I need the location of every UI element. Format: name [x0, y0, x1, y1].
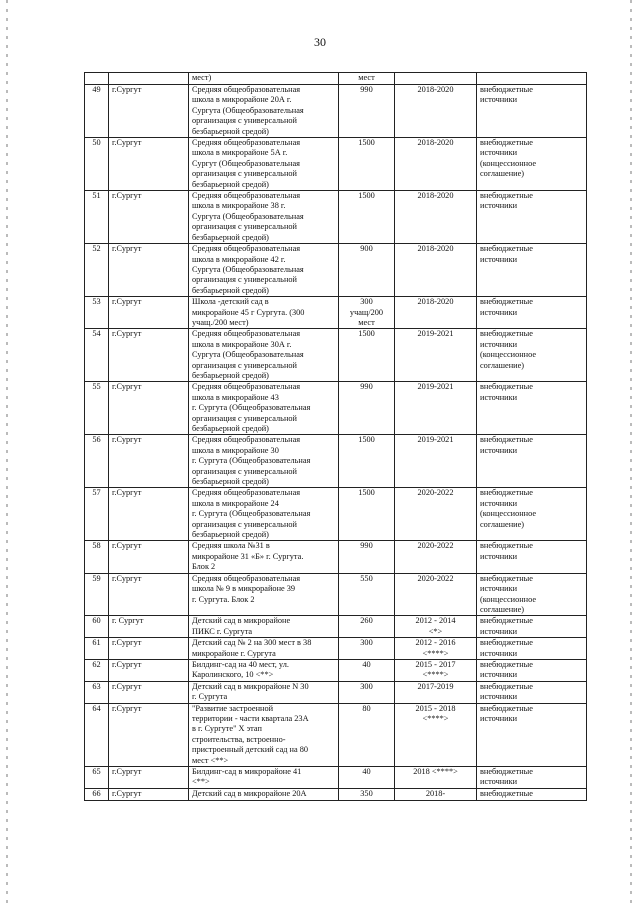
row-period	[395, 191, 477, 244]
cell-line: Средняя общеобразовательная	[192, 573, 301, 583]
cell-line: <**>	[192, 777, 210, 787]
cell-line: внебюджетные	[480, 703, 533, 713]
cell-line: 900	[360, 244, 373, 254]
row-object	[189, 297, 339, 329]
scan-edge-right	[630, 0, 632, 905]
cell-line: внебюджетные	[480, 767, 533, 776]
row-funding-source	[477, 382, 587, 435]
row-funding-source	[477, 435, 587, 488]
cell-line: организация с универсальной	[192, 116, 297, 126]
cell-line: безбарьерной средой)	[192, 179, 269, 189]
row-city: г.Сургут	[109, 659, 189, 681]
row-city: г. Сургут	[109, 616, 189, 638]
cell-line: источники	[480, 307, 518, 317]
cell-line: <****>	[422, 648, 449, 658]
cell-line: 2018-2020	[417, 191, 454, 201]
row-period	[395, 435, 477, 488]
cell-line: учащ/200	[349, 307, 384, 317]
cell-line: безбарьерной средой)	[192, 285, 269, 295]
cell-line: мест)	[192, 73, 212, 82]
cell-line: источники	[480, 626, 518, 636]
cell-line: школа в микрорайоне 5А г.	[192, 148, 288, 158]
row-funding-source	[477, 329, 587, 382]
table-row	[85, 767, 587, 789]
cell-line: г. Сургута (Общеобразовательная	[192, 456, 311, 466]
row-city: г.Сургут	[109, 138, 189, 191]
scan-edge-left	[6, 0, 8, 905]
row-city: г.Сургут	[109, 488, 189, 541]
cell-line: внебюджетные	[480, 85, 533, 94]
cell-line: организация с универсальной	[192, 275, 297, 285]
row-city: г.Сургут	[109, 435, 189, 488]
cell-line: мест <**>	[192, 755, 229, 765]
table-row	[85, 703, 587, 766]
cell-line: г. Сургута (Общеобразовательная	[192, 509, 311, 519]
cell-line	[398, 73, 473, 83]
cell-line: (концессионное	[480, 509, 537, 519]
row-period	[395, 85, 477, 138]
cell-line: Средняя общеобразовательная	[192, 488, 301, 498]
cell-line: 1500	[358, 329, 375, 339]
cell-line: соглашение)	[480, 169, 525, 179]
cell-line: в г. Сургуте" Х этап	[192, 724, 262, 734]
row-number: 57	[85, 488, 109, 541]
cell-line: 300	[360, 297, 373, 307]
row-funding-source	[477, 681, 587, 703]
cell-line: 2018-2020	[417, 85, 454, 94]
row-number: 49	[85, 85, 109, 138]
row-capacity	[339, 541, 395, 573]
cell-line: 2020-2022	[417, 488, 454, 498]
row-funding-source	[477, 138, 587, 191]
row-funding-source	[477, 244, 587, 297]
row-period	[395, 638, 477, 660]
table-row	[85, 488, 587, 541]
table-row	[85, 382, 587, 435]
row-object	[189, 244, 339, 297]
cell-line: 350	[360, 788, 373, 798]
cell-line: пристроенный детский сад на 80	[192, 745, 309, 755]
table-row	[85, 435, 587, 488]
row-capacity	[339, 659, 395, 681]
row-capacity	[339, 788, 395, 800]
row-number: 58	[85, 541, 109, 573]
row-period	[395, 573, 477, 616]
row-city: г.Сургут	[109, 85, 189, 138]
cell-line: 2012 - 2014	[415, 616, 456, 626]
cell-line: внебюджетные	[480, 541, 533, 551]
cell-line: организация с универсальной	[192, 360, 297, 370]
cell-line: соглашение)	[480, 360, 525, 370]
table-row	[85, 541, 587, 573]
row-number: 56	[85, 435, 109, 488]
row-city	[109, 73, 189, 85]
cell-line: Школа -детский сад в	[192, 297, 269, 307]
cell-line: Сургута (Общеобразовательная	[192, 350, 304, 360]
row-object	[189, 85, 339, 138]
row-number: 62	[85, 659, 109, 681]
row-city: г.Сургут	[109, 681, 189, 703]
cell-line: г. Сургута	[192, 692, 228, 702]
cell-line: 300	[360, 681, 373, 691]
cell-line: 260	[360, 616, 373, 626]
cell-line: территории - части квартала 23А	[192, 713, 309, 723]
cell-line: Билдинг-сад в микрорайоне 41	[192, 767, 302, 776]
row-funding-source	[477, 191, 587, 244]
objects-table	[84, 72, 587, 801]
table-row	[85, 244, 587, 297]
row-city: г.Сургут	[109, 638, 189, 660]
cell-line: Средняя общеобразовательная	[192, 244, 301, 254]
row-number: 63	[85, 681, 109, 703]
cell-line: Средняя общеобразовательная	[192, 329, 301, 339]
cell-line: источники	[480, 648, 518, 658]
row-funding-source	[477, 541, 587, 573]
row-object	[189, 382, 339, 435]
cell-line: организация с универсальной	[192, 222, 297, 232]
cell-line: 990	[360, 382, 373, 392]
cell-line: внебюджетные	[480, 244, 533, 254]
cell-line: источники	[480, 584, 518, 594]
row-number: 60	[85, 616, 109, 638]
row-period	[395, 541, 477, 573]
cell-line: "Развитие застроенной	[192, 703, 274, 713]
cell-line: источники	[480, 498, 518, 508]
cell-line: внебюджетные	[480, 659, 533, 669]
cell-line: источники	[480, 254, 518, 264]
row-number: 55	[85, 382, 109, 435]
row-object	[189, 703, 339, 766]
row-period	[395, 382, 477, 435]
row-period	[395, 138, 477, 191]
row-funding-source	[477, 788, 587, 800]
cell-line: микрорайоне г. Сургута	[192, 648, 276, 658]
cell-line: Блок 2	[192, 562, 216, 572]
row-city: г.Сургут	[109, 788, 189, 800]
row-capacity	[339, 767, 395, 789]
row-number: 65	[85, 767, 109, 789]
cell-line: Билдинг-сад на 40 мест, ул.	[192, 659, 289, 669]
row-number: 51	[85, 191, 109, 244]
row-number	[85, 73, 109, 85]
row-capacity	[339, 85, 395, 138]
cell-line: безбарьерной средой)	[192, 477, 269, 487]
table-row	[85, 73, 587, 85]
cell-line: 2018-2020	[417, 138, 454, 148]
cell-line: организация с универсальной	[192, 169, 297, 179]
row-object	[189, 435, 339, 488]
cell-line: микрорайоне 31 «Б» г. Сургута.	[192, 551, 304, 561]
cell-line: внебюджетные	[480, 329, 533, 339]
table-row	[85, 85, 587, 138]
row-period	[395, 73, 477, 85]
row-period	[395, 659, 477, 681]
row-capacity	[339, 616, 395, 638]
cell-line: (концессионное	[480, 350, 537, 360]
cell-line: г. Сургута. Блок 2	[192, 594, 255, 604]
cell-line: 1500	[358, 191, 375, 201]
cell-line: источники	[480, 713, 518, 723]
cell-line: Средняя общеобразовательная	[192, 191, 301, 201]
row-object	[189, 329, 339, 382]
cell-line: источники	[480, 670, 518, 680]
row-funding-source	[477, 297, 587, 329]
table-row	[85, 329, 587, 382]
cell-line: школа в микрорайоне 38 г.	[192, 201, 286, 211]
cell-line: (концессионное	[480, 158, 537, 168]
cell-line: школа в микрорайоне 30	[192, 445, 279, 455]
objects-table-body	[85, 73, 587, 801]
row-object	[189, 191, 339, 244]
cell-line: организация с универсальной	[192, 413, 297, 423]
cell-line: (концессионное	[480, 594, 537, 604]
cell-line: источники	[480, 148, 518, 158]
cell-line: источники	[480, 95, 518, 105]
row-period	[395, 681, 477, 703]
cell-line: источники	[480, 201, 518, 211]
cell-line: 80	[362, 703, 371, 713]
row-city: г.Сургут	[109, 244, 189, 297]
cell-line: безбарьерной средой)	[192, 530, 269, 540]
cell-line: мест	[358, 73, 375, 82]
cell-line: Средняя общеобразовательная	[192, 138, 301, 148]
row-city: г.Сургут	[109, 573, 189, 616]
cell-line: школа в микрорайоне 43	[192, 392, 279, 402]
row-object	[189, 659, 339, 681]
cell-line: 2018-2020	[417, 297, 454, 307]
row-object	[189, 638, 339, 660]
row-number: 52	[85, 244, 109, 297]
row-object	[189, 616, 339, 638]
row-capacity	[339, 73, 395, 85]
cell-line: 1500	[358, 138, 375, 148]
table-row	[85, 681, 587, 703]
cell-line: источники	[480, 692, 518, 702]
cell-line: безбарьерной средой)	[192, 370, 269, 380]
row-city: г.Сургут	[109, 767, 189, 789]
cell-line	[480, 73, 583, 83]
cell-line: Средняя общеобразовательная	[192, 85, 301, 94]
row-city: г.Сургут	[109, 703, 189, 766]
row-capacity	[339, 488, 395, 541]
row-capacity	[339, 329, 395, 382]
cell-line: источники	[480, 392, 518, 402]
cell-line: 2018 <****>	[413, 767, 458, 776]
row-number: 53	[85, 297, 109, 329]
cell-line: внебюджетные	[480, 638, 533, 648]
row-funding-source	[477, 703, 587, 766]
cell-line: 1500	[358, 435, 375, 445]
row-funding-source	[477, 488, 587, 541]
cell-line: <*>	[428, 626, 443, 636]
cell-line: Средняя общеобразовательная	[192, 382, 301, 392]
cell-line: Средняя школа №31 в	[192, 541, 270, 551]
row-period	[395, 616, 477, 638]
cell-line: 1500	[358, 488, 375, 498]
row-number: 61	[85, 638, 109, 660]
cell-line: мест	[358, 317, 375, 327]
cell-line: Детский сад в микрорайоне N 30	[192, 681, 309, 691]
cell-line: внебюджетные	[480, 681, 533, 691]
cell-line: 990	[360, 541, 373, 551]
cell-line: 40	[362, 659, 371, 669]
row-object	[189, 541, 339, 573]
cell-line: 40	[362, 767, 371, 776]
cell-line: 2015 - 2018	[415, 703, 456, 713]
cell-line: внебюджетные	[480, 788, 533, 798]
row-city: г.Сургут	[109, 382, 189, 435]
row-period	[395, 297, 477, 329]
cell-line: 2020-2022	[417, 541, 454, 551]
cell-line: внебюджетные	[480, 573, 533, 583]
cell-line: г. Сургута (Общеобразовательная	[192, 403, 311, 413]
row-period	[395, 788, 477, 800]
cell-line: школа в микрорайоне 30А г.	[192, 339, 292, 349]
cell-line: Сургут (Общеобразовательная	[192, 158, 300, 168]
cell-line: ПИКС г. Сургута	[192, 626, 253, 636]
row-number: 50	[85, 138, 109, 191]
cell-line: 2019-2021	[417, 382, 454, 392]
row-number: 64	[85, 703, 109, 766]
row-funding-source	[477, 767, 587, 789]
cell-line: источники	[480, 445, 518, 455]
row-capacity	[339, 573, 395, 616]
cell-line: 2017-2019	[417, 681, 454, 691]
cell-line: внебюджетные	[480, 297, 533, 307]
row-number: 59	[85, 573, 109, 616]
cell-line: 2019-2021	[417, 329, 454, 339]
row-object	[189, 73, 339, 85]
cell-line: соглашение)	[480, 519, 525, 529]
table-row	[85, 616, 587, 638]
row-period	[395, 329, 477, 382]
row-capacity	[339, 138, 395, 191]
cell-line: Каролинского, 10 <**>	[192, 670, 274, 680]
cell-line: безбарьерной средой)	[192, 424, 269, 433]
row-city: г.Сургут	[109, 297, 189, 329]
cell-line: 2018-2020	[417, 244, 454, 254]
row-city: г.Сургут	[109, 191, 189, 244]
cell-line: Детский сад в микрорайоне 20А	[192, 788, 307, 798]
cell-line: школа в микрорайоне 20А г.	[192, 95, 292, 105]
cell-line: организация с универсальной	[192, 519, 297, 529]
row-object	[189, 681, 339, 703]
row-funding-source	[477, 73, 587, 85]
row-object	[189, 573, 339, 616]
row-object	[189, 488, 339, 541]
row-capacity	[339, 191, 395, 244]
table-row	[85, 297, 587, 329]
row-capacity	[339, 638, 395, 660]
cell-line: 990	[360, 85, 373, 94]
cell-line: источники	[480, 551, 518, 561]
row-city: г.Сургут	[109, 541, 189, 573]
cell-line: внебюджетные	[480, 138, 533, 148]
page-number: 30	[314, 35, 326, 49]
cell-line: Сургута (Общеобразовательная	[192, 264, 304, 274]
row-period	[395, 767, 477, 789]
cell-line: Средняя общеобразовательная	[192, 435, 301, 445]
cell-line: микрорайоне 45 г Сургута. (300	[192, 307, 305, 317]
cell-line: Сургута (Общеобразовательная	[192, 105, 304, 115]
cell-line: внебюджетные	[480, 435, 533, 445]
row-capacity	[339, 382, 395, 435]
cell-line: внебюджетные	[480, 616, 533, 626]
row-period	[395, 244, 477, 297]
cell-line: источники	[480, 777, 518, 787]
cell-line: безбарьерной средой)	[192, 232, 269, 242]
cell-line: <****>	[422, 713, 449, 723]
row-capacity	[339, 435, 395, 488]
cell-line: школа в микрорайоне 24	[192, 498, 279, 508]
cell-line: безбарьерной средой)	[192, 126, 269, 136]
row-funding-source	[477, 638, 587, 660]
cell-line: 2019-2021	[417, 435, 454, 445]
cell-line: 2015 - 2017	[415, 659, 456, 669]
cell-line: соглашение)	[480, 604, 525, 614]
row-capacity	[339, 703, 395, 766]
row-capacity	[339, 681, 395, 703]
cell-line: 2018-	[425, 788, 446, 798]
row-number: 54	[85, 329, 109, 382]
row-city: г.Сургут	[109, 329, 189, 382]
row-funding-source	[477, 573, 587, 616]
cell-line: внебюджетные	[480, 488, 533, 498]
cell-line: внебюджетные	[480, 382, 533, 392]
cell-line: школа в микрорайоне 42 г.	[192, 254, 286, 264]
row-funding-source	[477, 659, 587, 681]
cell-line: 300	[360, 638, 373, 648]
table-row	[85, 138, 587, 191]
row-funding-source	[477, 616, 587, 638]
cell-line: 550	[360, 573, 373, 583]
cell-line: учащ./200 мест)	[192, 317, 249, 327]
cell-line: школа № 9 в микрорайоне 39	[192, 584, 296, 594]
cell-line: <****>	[422, 670, 449, 680]
cell-line: Детский сад в микрорайоне	[192, 616, 291, 626]
row-number: 66	[85, 788, 109, 800]
table-row	[85, 638, 587, 660]
row-object	[189, 788, 339, 800]
row-capacity	[339, 244, 395, 297]
cell-line: Сургута (Общеобразовательная	[192, 211, 304, 221]
row-period	[395, 488, 477, 541]
table-row	[85, 788, 587, 800]
cell-line: внебюджетные	[480, 191, 533, 201]
row-object	[189, 138, 339, 191]
table-row	[85, 191, 587, 244]
cell-line: строительства, встроенно-	[192, 734, 286, 744]
cell-line: источники	[480, 339, 518, 349]
cell-line: организация с универсальной	[192, 466, 297, 476]
table-row	[85, 659, 587, 681]
row-capacity	[339, 297, 395, 329]
row-period	[395, 703, 477, 766]
row-object	[189, 767, 339, 789]
cell-line: 2020-2022	[417, 573, 454, 583]
table-row	[85, 573, 587, 616]
cell-line: 2012 - 2016	[415, 638, 456, 648]
row-funding-source	[477, 85, 587, 138]
cell-line: Детский сад № 2 на 300 мест в 38	[192, 638, 312, 648]
